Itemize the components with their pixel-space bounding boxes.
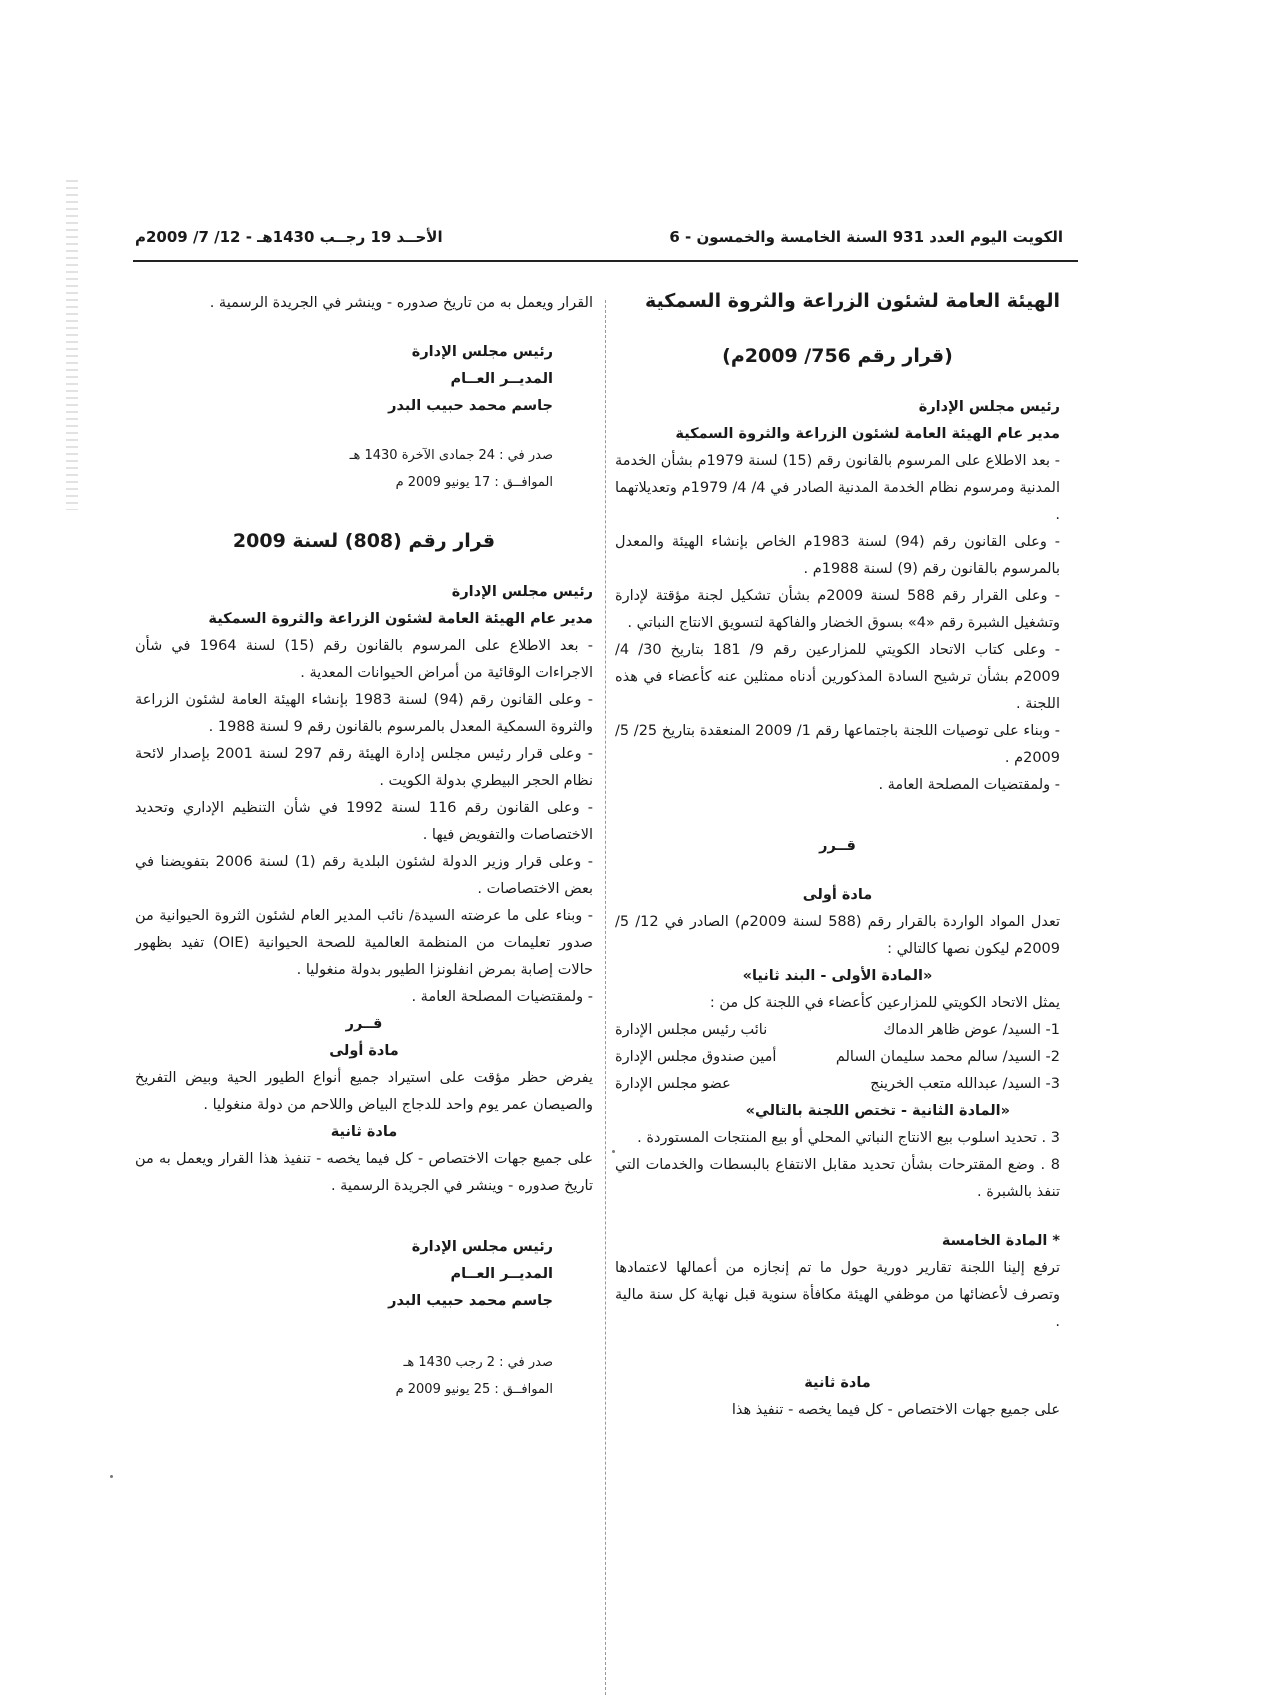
member-name: 1- السيد/ عوض ظاهر الدماك <box>883 1022 1060 1038</box>
header-rule <box>133 260 1078 262</box>
signature-line: رئيس مجلس الإدارة <box>411 1239 553 1255</box>
issuer-line-2: مدير عام الهيئة العامة لشئون الزراعة والثروة السمكية <box>675 426 1060 442</box>
article-2-subheading: «المادة الثانية - تختص اللجنة بالتالي» <box>745 1103 1010 1119</box>
continuation-text: القرار ويعمل به من تاريخ صدوره - وينشر في الجريدة الرسمية . <box>209 295 593 311</box>
member-row <box>615 1044 1060 1071</box>
issued-date: صدر في : 24 جمادى الآخرة 1430 هـ <box>349 448 553 463</box>
corresponding-date: الموافــق : 17 يونيو 2009 م <box>395 475 553 490</box>
article-1-title: مادة أولى <box>329 1043 399 1059</box>
article-2-title: مادة ثانية <box>804 1375 871 1391</box>
issuer-line-2: مدير عام الهيئة العامة لشئون الزراعة والثروة السمكية <box>208 611 593 627</box>
right-column <box>615 280 1060 1424</box>
decided-heading: قــرر <box>345 1016 383 1032</box>
issuer-line-1: رئيس مجلس الإدارة <box>918 399 1060 415</box>
article-1-intro: تعدل المواد الواردة بالقرار رقم (588 لسنة 2009م) الصادر في 12/ 5/ 2009م ليكون نصها كالتالي : <box>615 914 1060 957</box>
agency-title: الهيئة العامة لشئون الزراعة والثروة السمكية <box>645 290 1060 312</box>
preamble-item: - بعد الاطلاع على المرسوم بالقانون رقم (15) لسنة 1964 في شأن الاجراءات الوقائية من أمراض الحيوانات المعدية . <box>135 638 593 681</box>
member-row <box>615 1017 1060 1044</box>
article-2-text: على جميع جهات الاختصاص - كل فيما يخصه - تنفيذ هذا القرار ويعمل به من تاريخ صدوره - وينشر في الجريدة الرسمية . <box>135 1151 593 1194</box>
issued-date: صدر في : 2 رجب 1430 هـ <box>403 1355 553 1370</box>
member-row <box>615 1071 1060 1098</box>
decision-number: (قرار رقم 756/ 2009م) <box>722 345 953 367</box>
article-5-title: * المادة الخامسة <box>941 1233 1060 1249</box>
article-1-subheading: «المادة الأولى - البند ثانيا» <box>742 968 933 984</box>
preamble-item: - ولمقتضيات المصلحة العامة . <box>878 777 1060 793</box>
preamble-item: - وبناء على ما عرضته السيدة/ نائب المدير العام لشئون الثروة الحيوانية من صدور تعليمات من المنظمة العالمية للصحة الحيوانية (OIE) تفيد بظهور حالات إصابة بمرض انفلونزا الطيور بدولة منغوليا . <box>135 908 593 978</box>
member-name: 2- السيد/ سالم محمد سليمان السالم <box>835 1049 1060 1065</box>
preamble-item: - ولمقتضيات المصلحة العامة . <box>411 989 593 1005</box>
article-1-text: يفرض حظر مؤقت على استيراد جميع أنواع الطيور الحية وبيض التفريخ والصيصان عمر يوم واحد للدجاج البياض واللاحم من دولة منغوليا . <box>135 1070 593 1113</box>
header-issue-info: الكويت اليوم العدد 931 السنة الخامسة والخمسون - 6 <box>669 228 1063 246</box>
member-name: 3- السيد/ عبدالله متعب الخرينج <box>870 1076 1060 1092</box>
preamble-item: - وعلى كتاب الاتحاد الكويتي للمزارعين رقم 9/ 181 بتاريخ 30/ 4/ 2009م بشأن ترشيح السادة المذكورين أدناه ممثلين عنه كأعضاء في هذه اللجنة . <box>615 642 1060 712</box>
decided-heading: قــرر <box>819 838 856 854</box>
preamble-item: - بعد الاطلاع على المرسوم بالقانون رقم (15) لسنة 1979م بشأن الخدمة المدنية ومرسوم نظام الخدمة المدنية الصادر في 4/ 4/ 1979م وتعديلاتهما . <box>615 453 1060 523</box>
preamble-item: - وعلى قرار رئيس مجلس إدارة الهيئة رقم 297 لسنة 2001 بإصدار لائحة نظام الحجر البيطري بدولة الكويت . <box>135 746 593 789</box>
decision-number-2: قرار رقم (808) لسنة 2009 <box>232 530 496 552</box>
scan-speck <box>110 1475 113 1478</box>
members-intro: يمثل الاتحاد الكويتي للمزارعين كأعضاء في اللجنة كل من : <box>709 995 1060 1011</box>
signature-line: المديــر العــام <box>450 1266 553 1282</box>
signature-line: رئيس مجلس الإدارة <box>411 344 553 360</box>
binder-marks <box>66 180 78 510</box>
preamble-item: - وعلى القانون رقم 116 لسنة 1992 في شأن التنظيم الإداري وتحديد الاختصاصات والتفويض فيها . <box>135 800 593 843</box>
preamble-item: - وعلى القرار رقم 588 لسنة 2009م بشأن تشكيل لجنة مؤقتة لإدارة وتشغيل الشبرة رقم «4» بسوق الخضار والفاكهة لتسويق الانتاج النباتي . <box>615 588 1060 631</box>
preamble-item: - وعلى القانون رقم (94) لسنة 1983 بإنشاء الهيئة العامة لشئون الزراعة والثروة السمكية المعدل بالمرسوم بالقانون رقم 9 لسنة 1988 . <box>135 692 593 735</box>
member-role: أمين صندوق مجلس الإدارة <box>615 1049 777 1065</box>
item-3: 3 . تحديد اسلوب بيع الانتاج النباتي المحلي أو بيع المنتجات المستوردة . <box>637 1130 1060 1146</box>
preamble-item: - وعلى قرار وزير الدولة لشئون البلدية رقم (1) لسنة 2006 بتفويضنا في بعض الاختصاصات . <box>135 854 593 897</box>
scan-speck <box>612 1150 615 1153</box>
signature-line: جاسم محمد حبيب البدر <box>388 1293 553 1309</box>
corresponding-date: الموافــق : 25 يونيو 2009 م <box>395 1382 553 1397</box>
article-2-title: مادة ثانية <box>330 1124 398 1140</box>
article-5-text: ترفع إلينا اللجنة تقارير دورية حول ما تم إنجازه من أعمالها لاعتمادها وتصرف لأعضائها من موظفي الهيئة مكافأة سنوية قبل نهاية كل سنة مالية . <box>615 1260 1060 1330</box>
preamble-item: - وبناء على توصيات اللجنة باجتماعها رقم 1/ 2009 المنعقدة بتاريخ 25/ 5/ 2009م . <box>615 723 1060 766</box>
member-role: عضو مجلس الإدارة <box>615 1076 731 1092</box>
item-8: 8 . وضع المقترحات بشأن تحديد مقابل الانتفاع بالبسطات والخدمات التي تنفذ بالشبرة . <box>615 1157 1060 1200</box>
preamble-item: - وعلى القانون رقم (94) لسنة 1983م الخاص بإنشاء الهيئة والمعدل بالمرسوم بالقانون رقم (9) لسنة 1988م . <box>615 534 1060 577</box>
signature-line: المديــر العــام <box>450 371 553 387</box>
article-1-title: مادة أولى <box>802 887 873 903</box>
header-date: الأحــد 19 رجــب 1430هـ - 12/ 7/ 2009م <box>135 228 443 246</box>
signature-line: جاسم محمد حبيب البدر <box>388 398 553 414</box>
article-2-text: على جميع جهات الاختصاص - كل فيما يخصه - تنفيذ هذا <box>731 1402 1060 1418</box>
issuer-line-1: رئيس مجلس الإدارة <box>451 584 593 600</box>
column-divider <box>605 300 606 1695</box>
member-role: نائب رئيس مجلس الإدارة <box>615 1022 768 1038</box>
left-column <box>135 290 593 1403</box>
